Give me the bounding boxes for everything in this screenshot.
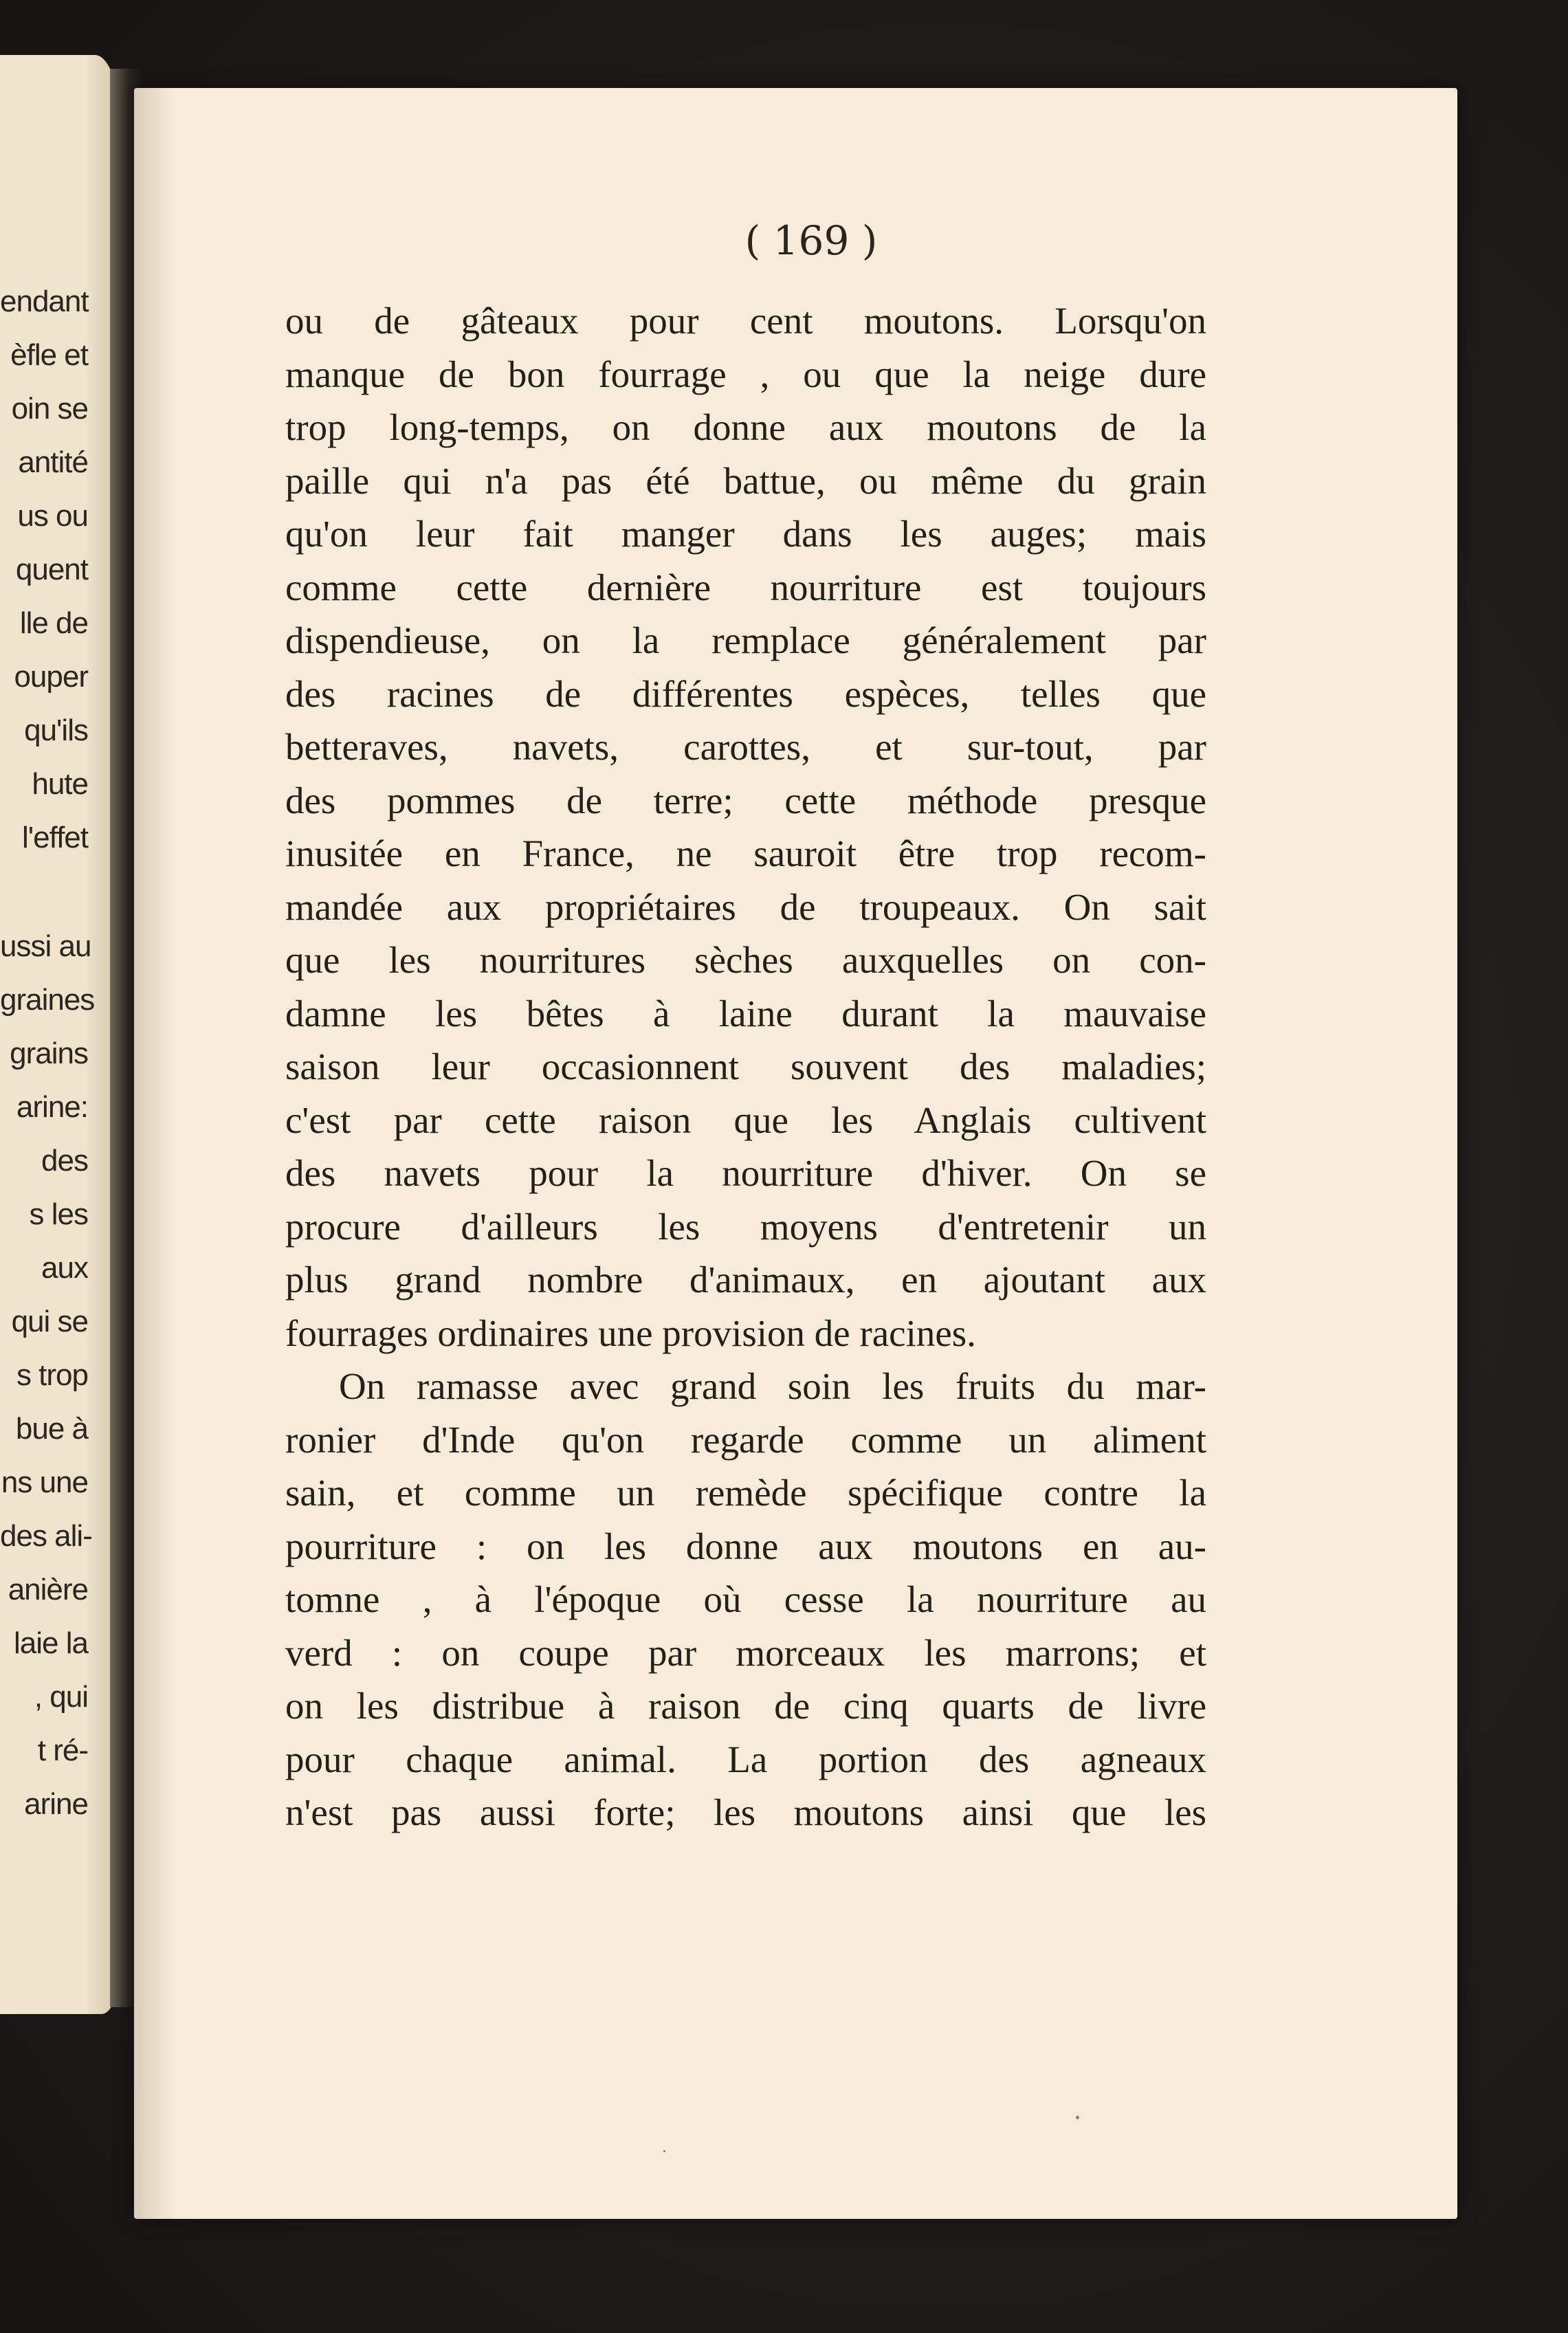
- left-fragment: arine:: [16, 1090, 88, 1124]
- left-page-text-fragments: [0, 275, 122, 1831]
- text-line: saison leur occasionnent souvent des maladies;: [285, 1046, 1206, 1087]
- text-line: des racines de différentes espèces, telles que: [285, 672, 1206, 715]
- text-line: inusitée en France, ne sauroit être trop recom-: [285, 832, 1206, 874]
- paper-speck: [1076, 2116, 1079, 2119]
- left-fragment: l'effet: [22, 821, 88, 854]
- book-page: [134, 88, 1457, 2219]
- left-fragment: èfle et: [10, 338, 88, 372]
- text-line: qu'on leur fait manger dans les auges; mais: [285, 513, 1206, 555]
- left-fragment: hute: [32, 767, 88, 801]
- text-line: procure d'ailleurs les moyens d'entretenir un: [285, 1205, 1206, 1248]
- text-line: on les distribue à raison de cinq quarts de livre: [285, 1685, 1206, 1727]
- left-fragment: quent: [15, 553, 88, 586]
- text-line: tomne , à l'époque où cesse la nourriture au: [285, 1578, 1206, 1620]
- left-fragment: t ré-: [37, 1734, 88, 1767]
- text-line: c'est par cette raison que les Anglais cultivent: [285, 1098, 1206, 1141]
- left-fragment: s trop: [16, 1358, 88, 1392]
- left-facing-page: [0, 55, 122, 2014]
- left-fragment: bue à: [15, 1412, 88, 1446]
- text-line: mandée aux propriétaires de troupeaux. On sait: [285, 885, 1206, 928]
- left-fragment: des: [41, 1144, 88, 1177]
- left-fragment: aux: [41, 1251, 88, 1285]
- left-fragment: antité: [18, 445, 88, 479]
- text-line: comme cette dernière nourriture est toujours: [285, 566, 1206, 608]
- text-line: manque de bon fourrage , ou que la neige dure: [285, 353, 1206, 395]
- page-body-text: [285, 294, 1206, 1839]
- text-line: pour chaque animal. La portion des agneaux: [285, 1738, 1206, 1780]
- text-line: ronier d'Inde qu'on regarde comme un aliment: [285, 1418, 1206, 1461]
- text-line: pourriture : on les donne aux moutons en au-: [285, 1525, 1206, 1567]
- left-fragment: oin se: [11, 392, 88, 425]
- left-fragment: ouper: [14, 660, 88, 694]
- paragraph-start-line: On ramasse avec grand soin les fruits du mar-: [339, 1365, 1206, 1407]
- left-fragment: laie la: [14, 1626, 88, 1660]
- text-line: des pommes de terre; cette méthode presque: [285, 779, 1206, 821]
- paper-speck: [663, 2150, 665, 2152]
- text-line: dispendieuse, on la remplace généralement par: [285, 619, 1206, 661]
- text-line: des navets pour la nourriture d'hiver. On se: [285, 1152, 1206, 1194]
- left-fragment: qui se: [11, 1305, 88, 1338]
- page-number: ( 169 ): [744, 217, 878, 264]
- left-fragment: qu'ils: [24, 714, 88, 747]
- text-line: verd : on coupe par morceaux les marrons; et: [285, 1631, 1206, 1674]
- left-fragment-gap: [0, 865, 122, 920]
- text-line: damne les bêtes à laine durant la mauvaise: [285, 992, 1206, 1035]
- left-fragment: lle de: [19, 606, 88, 640]
- left-fragment: ns une: [1, 1466, 88, 1499]
- text-line: que les nourritures sèches auxquelles on con-: [285, 939, 1206, 981]
- text-line: sain, et comme un remède spécifique contre la: [285, 1472, 1206, 1514]
- left-fragment: grains: [10, 1037, 88, 1070]
- left-fragment: us ou: [17, 499, 88, 533]
- left-fragment: arine: [24, 1787, 88, 1821]
- paragraph-end-line: fourrages ordinaires une provision de racines.: [285, 1312, 976, 1354]
- text-line: betteraves, navets, carottes, et sur-tout, par: [285, 726, 1206, 768]
- text-line: paille qui n'a pas été battue, ou même du grain: [285, 459, 1206, 502]
- left-fragment: s les: [29, 1197, 88, 1231]
- left-fragment: anière: [8, 1573, 88, 1606]
- left-fragment: graines: [0, 983, 95, 1017]
- text-line: trop long-temps, on donne aux moutons de la: [285, 406, 1206, 448]
- left-fragment: ussi au: [0, 929, 91, 963]
- text-line: ou de gâteaux pour cent moutons. Lorsqu'on: [285, 300, 1206, 342]
- left-fragment: des ali-: [0, 1519, 92, 1553]
- left-fragment: endant: [0, 285, 89, 318]
- text-line: n'est pas aussi forte; les moutons ainsi que les: [285, 1791, 1206, 1833]
- left-fragment: , qui: [34, 1680, 88, 1714]
- text-line: plus grand nombre d'animaux, en ajoutant aux: [285, 1259, 1206, 1301]
